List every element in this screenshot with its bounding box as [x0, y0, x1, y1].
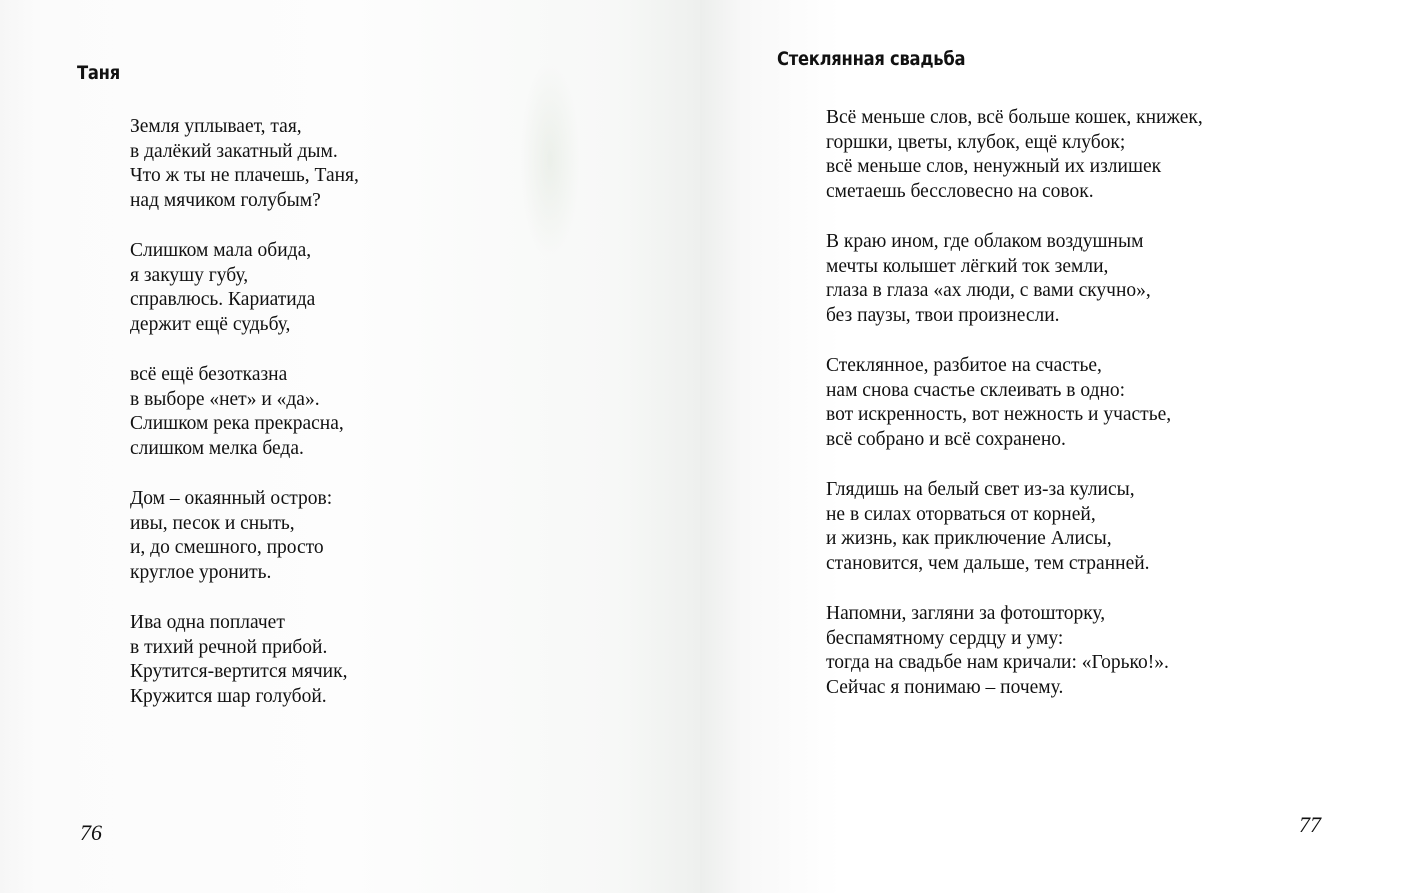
poem-line: тогда на свадьбе нам кричали: «Горько!».	[826, 652, 1169, 673]
poem-line: вот искренность, вот нежность и участье,	[826, 404, 1172, 425]
poem-line: нам снова счастье склеивать в одно:	[826, 379, 1126, 401]
right-page-number: 77	[1299, 812, 1321, 837]
poem-line: беспамятному сердцу и уму:	[826, 627, 1064, 649]
stanza	[130, 239, 359, 337]
left-page-number: 76	[80, 820, 102, 845]
poem-line: Напомни, загляни за фотошторку,	[826, 603, 1106, 624]
poem-line: без паузы, твои произнесли.	[826, 304, 1060, 326]
poem-line: Кружится шар голубой.	[130, 685, 327, 707]
poem-line: не в силах оторваться от корней,	[826, 503, 1096, 525]
stanza	[130, 115, 359, 213]
right-poem	[826, 106, 1203, 726]
left-poem-title: Таня	[77, 62, 120, 84]
poem-line: Ива одна поплачет	[130, 612, 285, 633]
poem-line: Всё меньше слов, всё больше кошек, книжек,	[826, 107, 1203, 128]
poem-line: Сейчас я понимаю – почему.	[826, 676, 1064, 698]
poem-line: всё ещё безотказна	[130, 364, 288, 385]
right-poem-title: Стеклянная свадьба	[777, 48, 966, 70]
poem-line: и, до смешного, просто	[130, 537, 324, 558]
stanza	[826, 478, 1203, 576]
poem-line: Стеклянное, разбитое на счастье,	[826, 355, 1102, 376]
poem-line: мечты колышет лёгкий ток земли,	[826, 255, 1109, 277]
poem-line: горшки, цветы, клубок, ещё клубок;	[826, 131, 1126, 153]
poem-line: Что ж ты не плачешь, Таня,	[130, 165, 359, 186]
poem-line: Крутится-вертится мячик,	[130, 661, 348, 682]
gutter-shadow	[520, 60, 580, 260]
poem-line: ивы, песок и сныть,	[130, 512, 295, 534]
stanza	[826, 354, 1203, 452]
poem-line: сметаешь бессловесно на совок.	[826, 180, 1094, 202]
left-page	[0, 0, 700, 893]
poem-line: Глядишь на белый свет из-за кулисы,	[826, 479, 1135, 500]
poem-line: в далёкий закатный дым.	[130, 140, 338, 162]
poem-line: Дом – окаянный остров:	[130, 488, 333, 509]
stanza	[826, 602, 1203, 700]
stanza	[130, 363, 359, 461]
poem-line: и жизнь, как приключение Алисы,	[826, 528, 1112, 549]
poem-line: в тихий речной прибой.	[130, 636, 328, 658]
poem-line: я закушу губу,	[130, 264, 249, 286]
stanza	[826, 230, 1203, 328]
poem-line: круглое уронить.	[130, 561, 272, 583]
poem-line: держит ещё судьбу,	[130, 313, 291, 335]
poem-line: становится, чем дальше, тем странней.	[826, 552, 1150, 574]
poem-line: В краю ином, где облаком воздушным	[826, 231, 1144, 252]
poem-line: глаза в глаза «ах люди, с вами скучно»,	[826, 280, 1151, 301]
poem-line: справлюсь. Кариатида	[130, 289, 316, 310]
poem-line: Земля уплывает, тая,	[130, 116, 302, 137]
stanza	[130, 487, 359, 585]
poem-line: Слишком река прекрасна,	[130, 413, 344, 434]
poem-line: всё меньше слов, ненужный их излишек	[826, 156, 1162, 177]
stanza	[130, 611, 359, 709]
poem-line: Слишком мала обида,	[130, 240, 312, 261]
poem-line: слишком мелка беда.	[130, 437, 304, 459]
stanza	[826, 106, 1203, 204]
poem-line: всё собрано и всё сохранено.	[826, 428, 1066, 450]
right-page	[700, 0, 1402, 893]
poem-line: над мячиком голубым?	[130, 189, 321, 211]
left-poem	[130, 115, 359, 735]
poem-line: в выборе «нет» и «да».	[130, 388, 320, 410]
